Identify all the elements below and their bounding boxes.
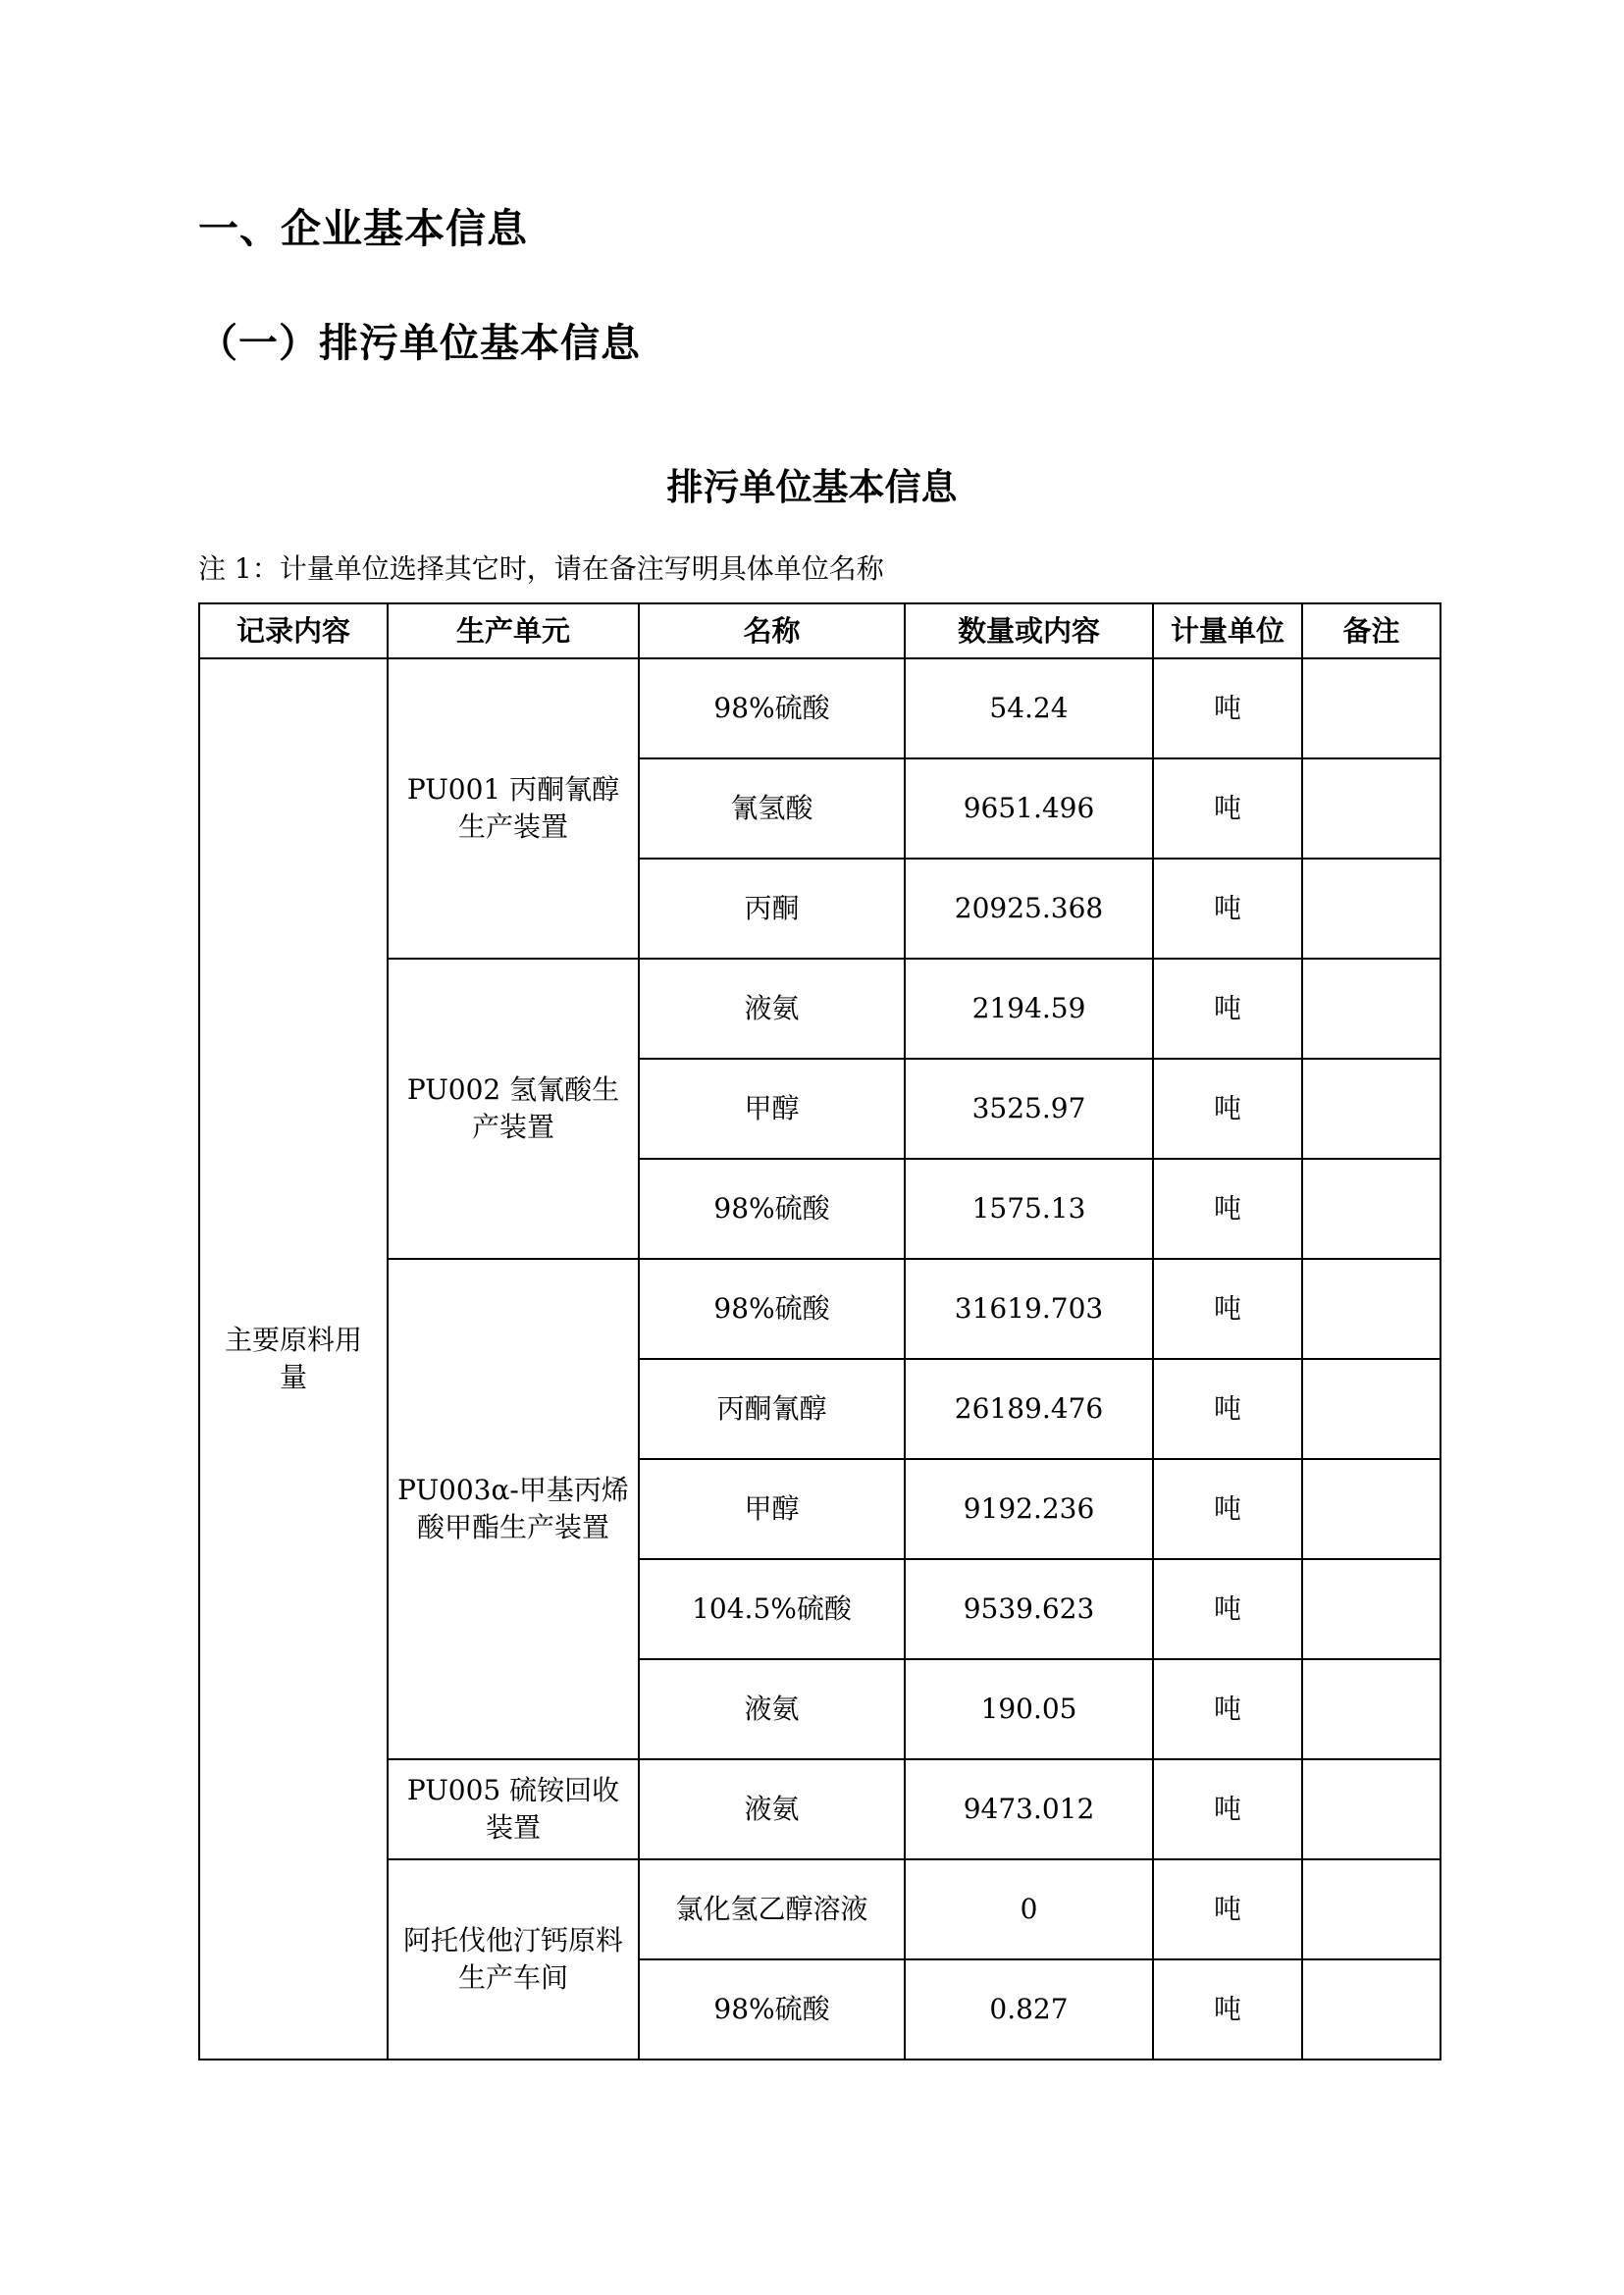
material-quantity: 190.05 <box>905 1659 1153 1759</box>
table-note: 注 1：计量单位选择其它时，请在备注写明具体单位名称 <box>198 552 884 585</box>
material-name: 98%硫酸 <box>639 658 905 758</box>
material-name: 液氨 <box>639 1759 905 1859</box>
header-quantity: 数量或内容 <box>905 603 1153 658</box>
material-quantity: 0.827 <box>905 1959 1153 2060</box>
material-name: 104.5%硫酸 <box>639 1559 905 1659</box>
material-remark <box>1302 1659 1441 1759</box>
production-unit-cell: PU002 氢氰酸生产装置 <box>388 959 639 1259</box>
table-header-row <box>199 603 1441 658</box>
material-unit: 吨 <box>1153 1559 1302 1659</box>
table-title: 排污单位基本信息 <box>666 466 958 508</box>
material-name: 98%硫酸 <box>639 1959 905 2060</box>
material-unit: 吨 <box>1153 1459 1302 1559</box>
material-unit: 吨 <box>1153 1759 1302 1859</box>
header-remark: 备注 <box>1302 603 1441 658</box>
material-remark <box>1302 1159 1441 1259</box>
material-unit: 吨 <box>1153 1659 1302 1759</box>
material-name: 甲醇 <box>639 1459 905 1559</box>
production-unit-cell: 阿托伐他汀钙原料生产车间 <box>388 1859 639 2060</box>
material-quantity: 9651.496 <box>905 758 1153 859</box>
header-production-unit: 生产单元 <box>388 603 639 658</box>
material-unit: 吨 <box>1153 1059 1302 1159</box>
material-unit: 吨 <box>1153 959 1302 1059</box>
material-unit: 吨 <box>1153 758 1302 859</box>
material-name: 丙酮 <box>639 859 905 959</box>
material-quantity: 0 <box>905 1859 1153 1959</box>
material-remark <box>1302 1059 1441 1159</box>
material-remark <box>1302 1359 1441 1459</box>
material-name: 98%硫酸 <box>639 1159 905 1259</box>
production-unit-cell: PU005 硫铵回收装置 <box>388 1759 639 1859</box>
material-remark <box>1302 1859 1441 1959</box>
material-quantity: 3525.97 <box>905 1059 1153 1159</box>
material-unit: 吨 <box>1153 658 1302 758</box>
material-remark <box>1302 1259 1441 1359</box>
material-quantity: 31619.703 <box>905 1259 1153 1359</box>
material-quantity: 54.24 <box>905 658 1153 758</box>
material-remark <box>1302 1459 1441 1559</box>
production-unit-cell: PU003α-甲基丙烯酸甲酯生产装置 <box>388 1259 639 1759</box>
material-remark <box>1302 859 1441 959</box>
material-unit: 吨 <box>1153 1959 1302 2060</box>
record-content-cell: 主要原料用量 <box>199 658 388 2060</box>
material-quantity: 9539.623 <box>905 1559 1153 1659</box>
material-unit: 吨 <box>1153 1259 1302 1359</box>
material-quantity: 2194.59 <box>905 959 1153 1059</box>
production-unit-cell: PU001 丙酮氰醇生产装置 <box>388 658 639 959</box>
material-name: 甲醇 <box>639 1059 905 1159</box>
material-unit: 吨 <box>1153 1859 1302 1959</box>
material-remark <box>1302 758 1441 859</box>
material-name: 98%硫酸 <box>639 1259 905 1359</box>
material-remark <box>1302 658 1441 758</box>
material-quantity: 20925.368 <box>905 859 1153 959</box>
material-name: 液氨 <box>639 959 905 1059</box>
material-remark <box>1302 959 1441 1059</box>
material-quantity: 26189.476 <box>905 1359 1153 1459</box>
material-quantity: 9473.012 <box>905 1759 1153 1859</box>
material-unit: 吨 <box>1153 1159 1302 1259</box>
material-unit: 吨 <box>1153 1359 1302 1459</box>
header-record-content: 记录内容 <box>199 603 388 658</box>
material-remark <box>1302 1559 1441 1659</box>
material-name: 氯化氢乙醇溶液 <box>639 1859 905 1959</box>
header-name: 名称 <box>639 603 905 658</box>
material-name: 液氨 <box>639 1659 905 1759</box>
material-quantity: 1575.13 <box>905 1159 1153 1259</box>
material-remark <box>1302 1759 1441 1859</box>
material-name: 丙酮氰醇 <box>639 1359 905 1459</box>
material-unit: 吨 <box>1153 859 1302 959</box>
table-row <box>199 658 1441 758</box>
material-remark <box>1302 1959 1441 2060</box>
header-measure-unit: 计量单位 <box>1153 603 1302 658</box>
material-name: 氰氢酸 <box>639 758 905 859</box>
pollutant-unit-info-table <box>198 602 1441 2060</box>
subsection-heading: （一）排污单位基本信息 <box>198 321 641 366</box>
material-quantity: 9192.236 <box>905 1459 1153 1559</box>
section-heading: 一、企业基本信息 <box>198 205 528 252</box>
